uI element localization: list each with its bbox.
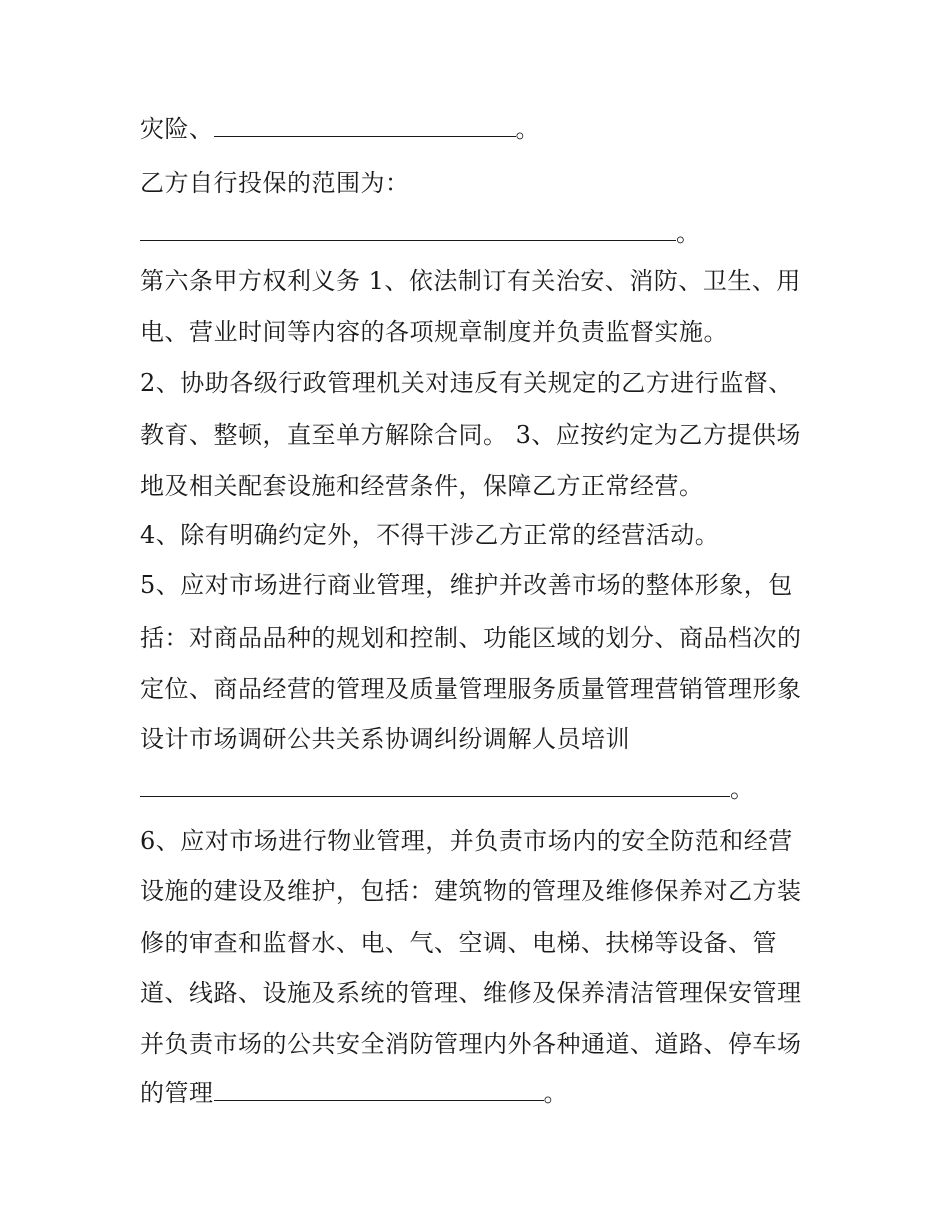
fill-in-blank bbox=[214, 1078, 544, 1101]
fill-in-blank bbox=[140, 218, 676, 241]
line-text: 设施的建设及维护，包括：建筑物的管理及维修保养对乙方装 bbox=[140, 877, 802, 905]
text-line bbox=[140, 928, 777, 958]
fill-in-blank bbox=[214, 114, 516, 137]
line-text: 定位、商品经营的管理及质量管理服务质量管理营销管理形象 bbox=[140, 675, 802, 703]
line-text: 。 bbox=[543, 1079, 568, 1107]
text-line bbox=[140, 674, 802, 704]
line-text: 的管理 bbox=[140, 1079, 214, 1107]
text-line bbox=[140, 218, 701, 248]
line-text: 灾险、 bbox=[140, 115, 214, 143]
line-text: 2、协助各级行政管理机关对违反有关规定的乙方进行监督、 bbox=[140, 369, 793, 397]
text-line bbox=[140, 520, 719, 550]
text-line bbox=[140, 876, 802, 906]
line-text: 道、线路、设施及系统的管理、维修及保养清洁管理保安管理 bbox=[140, 979, 802, 1007]
line-text: 教育、整顿，直至单方解除合同。 3、应按约定为乙方提供场 bbox=[140, 421, 801, 449]
line-text: 乙方自行投保的范围为： bbox=[140, 169, 410, 197]
text-line bbox=[140, 471, 704, 501]
text-line bbox=[140, 978, 802, 1008]
line-text: 地及相关配套设施和经营条件，保障乙方正常经营。 bbox=[140, 472, 704, 500]
text-line bbox=[140, 420, 801, 450]
text-line bbox=[140, 266, 801, 296]
line-text: 。 bbox=[730, 775, 755, 803]
line-text: 。 bbox=[515, 115, 540, 143]
line-text: 电、营业时间等内容的各项规章制度并负责监督实施。 bbox=[140, 318, 728, 346]
text-line bbox=[140, 826, 793, 856]
text-line bbox=[140, 774, 755, 804]
line-text: 设计市场调研公共关系协调纠纷调解人员培训 bbox=[140, 725, 630, 753]
text-line bbox=[140, 114, 540, 144]
text-line bbox=[140, 1078, 568, 1108]
line-text: 括：对商品品种的规划和控制、功能区域的划分、商品档次的 bbox=[140, 624, 802, 652]
fill-in-blank bbox=[140, 774, 730, 797]
text-line bbox=[140, 368, 793, 398]
text-line bbox=[140, 724, 630, 754]
line-text: 第六条甲方权利义务 1、依法制订有关治安、消防、卫生、用 bbox=[140, 267, 801, 295]
text-line bbox=[140, 317, 728, 347]
line-text: 4、除有明确约定外，不得干涉乙方正常的经营活动。 bbox=[140, 521, 720, 549]
text-line bbox=[140, 168, 410, 198]
text-line bbox=[140, 1029, 802, 1059]
text-line bbox=[140, 623, 802, 653]
line-text: 。 bbox=[676, 219, 701, 247]
line-text: 5、应对市场进行商业管理，维护并改善市场的整体形象，包 bbox=[140, 571, 793, 599]
line-text: 并负责市场的公共安全消防管理内外各种通道、道路、停车场 bbox=[140, 1030, 802, 1058]
line-text: 6、应对市场进行物业管理，并负责市场内的安全防范和经营 bbox=[140, 827, 793, 855]
text-line bbox=[140, 570, 793, 600]
line-text: 修的审查和监督水、电、气、空调、电梯、扶梯等设备、管 bbox=[140, 929, 777, 957]
